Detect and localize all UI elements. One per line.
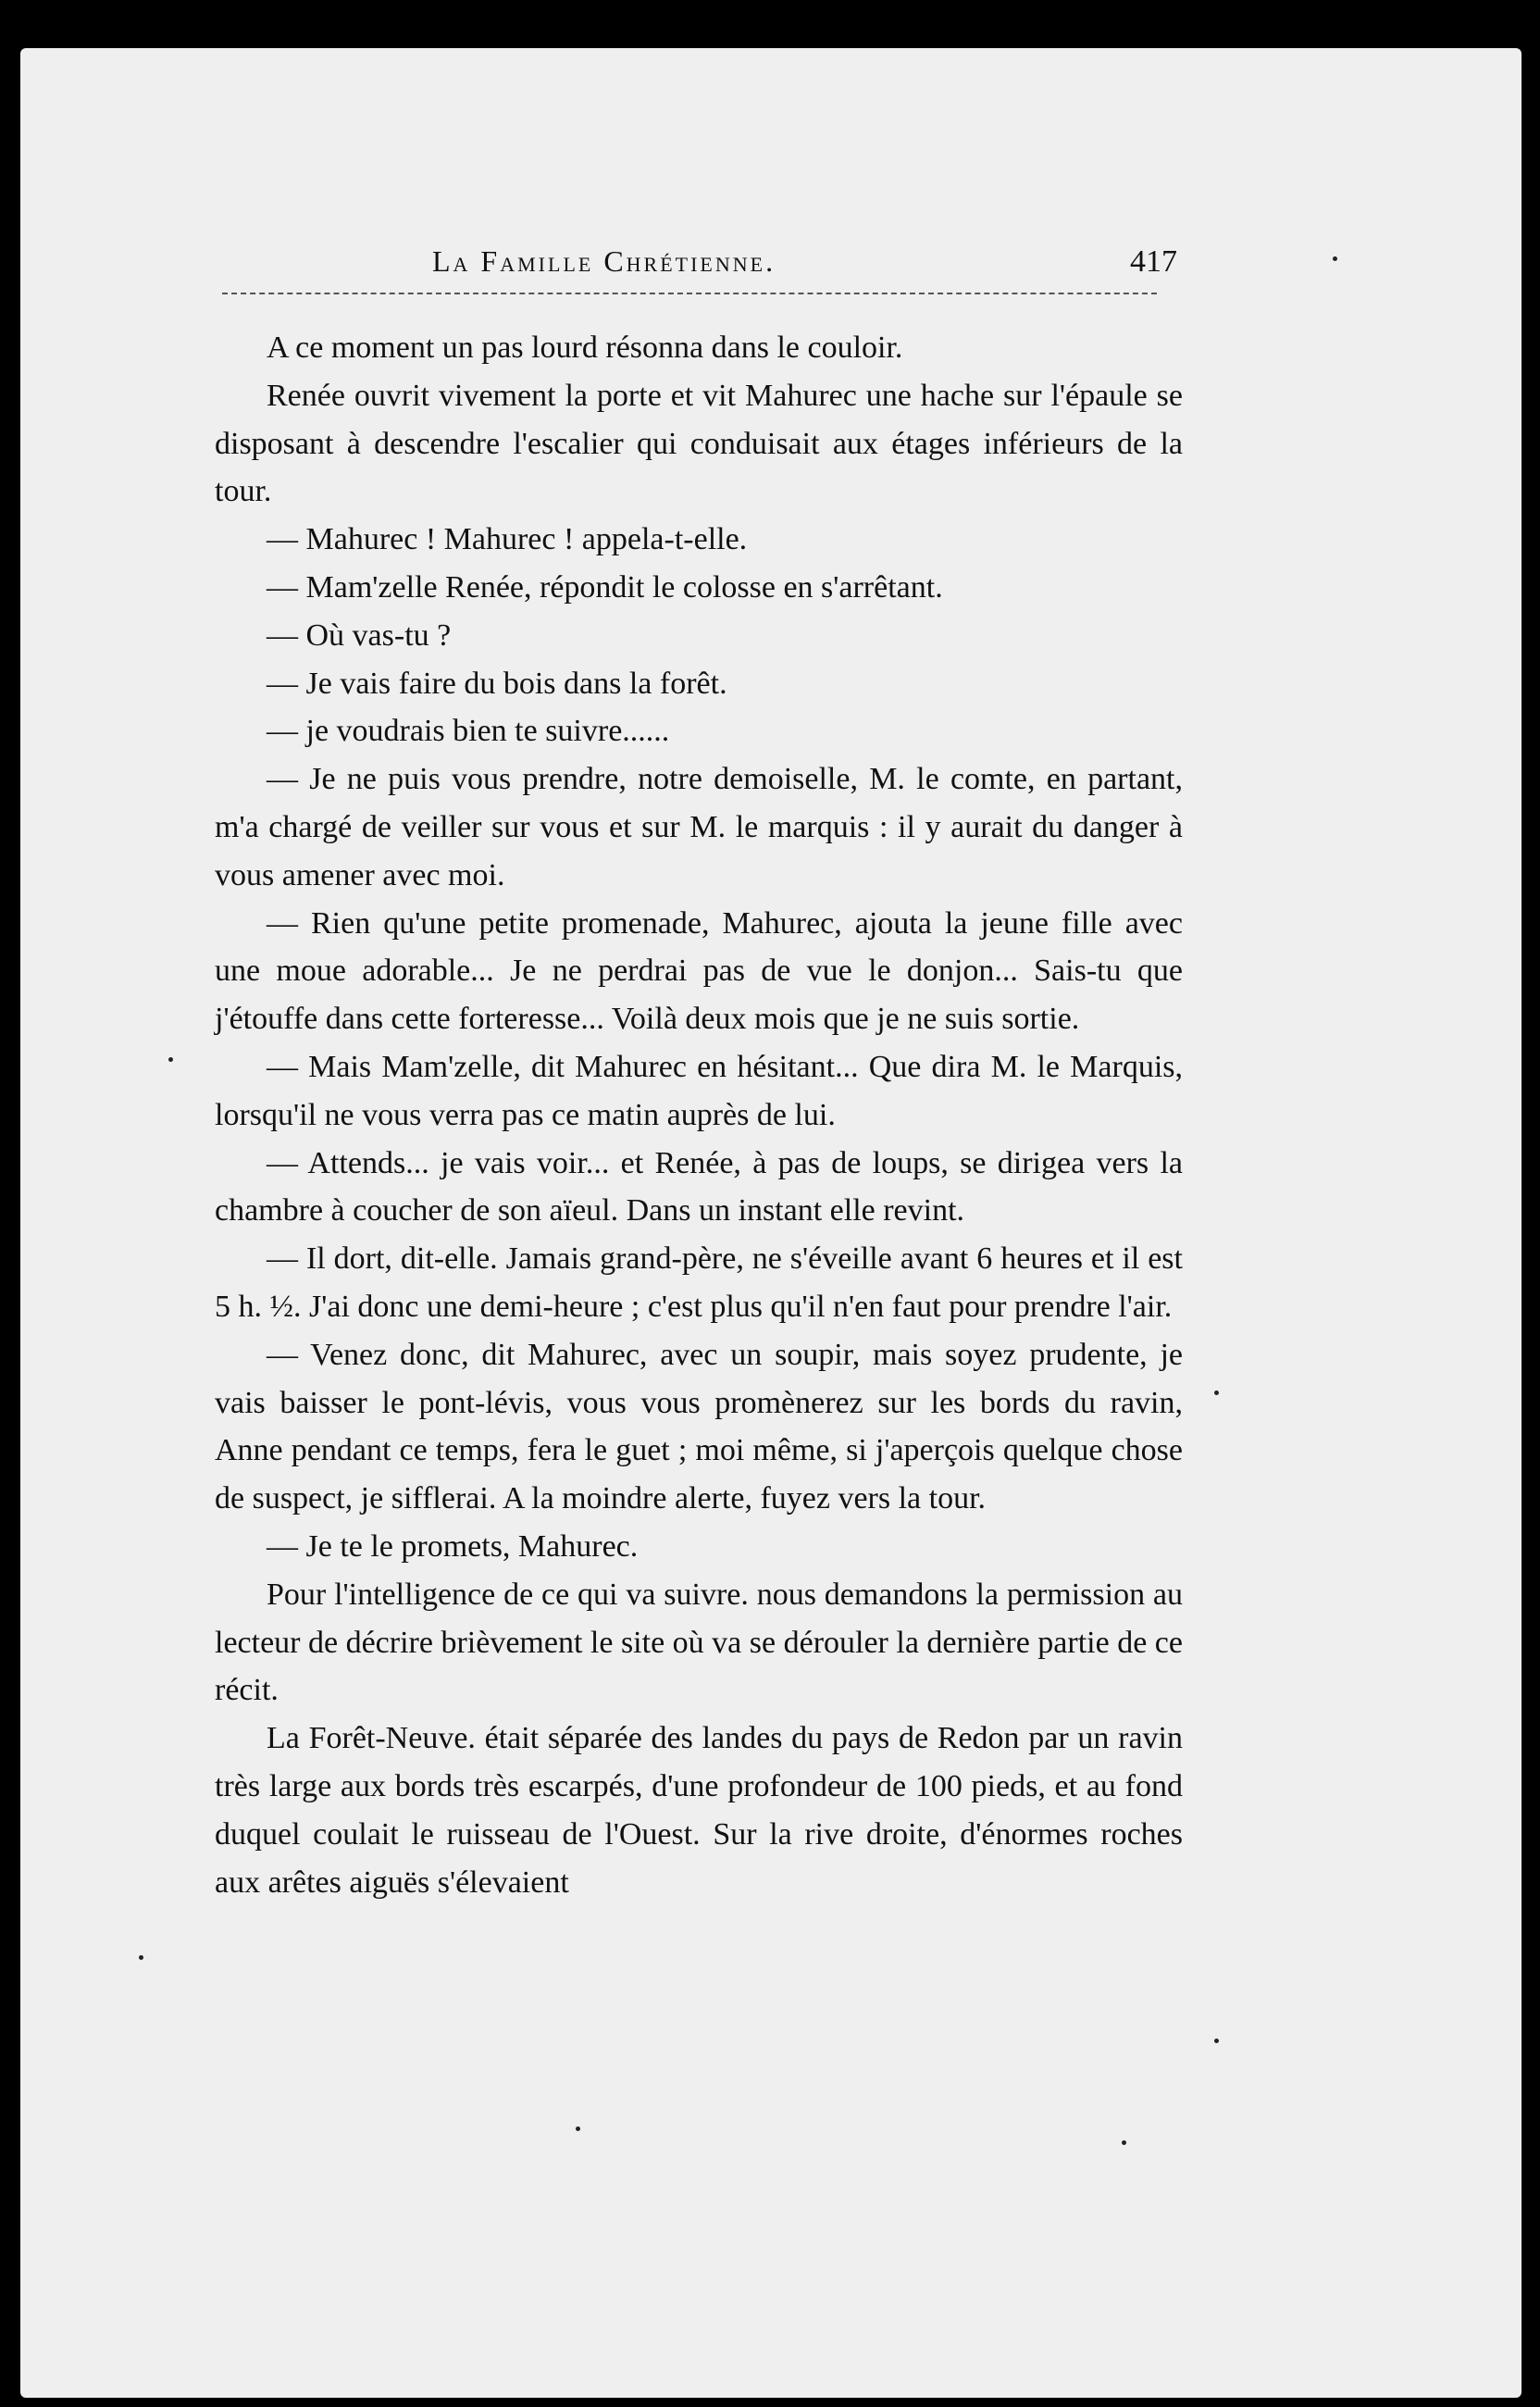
paragraph: — Mais Mam'zelle, dit Mahurec en hésitant... Que dira M. le Marquis, lorsqu'il ne vous verra pas ce matin auprès de lui. [215, 1049, 1183, 1132]
paragraph: — Je ne puis vous prendre, notre demoiselle, M. le comte, en partant, m'a chargé de veiller sur vous et sur M. le marquis : il y aurait du danger à vous amener avec moi. [215, 762, 1183, 892]
scan-speck [1214, 2039, 1219, 2043]
paragraph: Renée ouvrit vivement la porte et vit Mahurec une hache sur l'épaule se disposant à descendre l'escalier qui conduisait aux étages inférieurs de la tour. [215, 378, 1183, 509]
paragraph: — Où vas-tu ? [267, 617, 452, 653]
paragraph: — Attends... je vais voir... et Renée, à pas de loups, se dirigea vers la chambre à coucher de son aïeul. Dans un instant elle revint. [215, 1145, 1183, 1228]
paragraph: — Je te le promets, Mahurec. [267, 1528, 639, 1564]
scan-speck [1122, 2140, 1126, 2145]
paragraph: — Mam'zelle Renée, répondit le colosse en s'arrêtant. [267, 569, 943, 605]
paragraph: La Forêt-Neuve. était séparée des landes du pays de Redon par un ravin très large aux bords très escarpés, d'une profondeur de 100 pieds, et au fond duquel coulait le ruisseau de l'Ouest. Sur la rive droite, d'énormes roches aux arêtes aiguës s'élevaient [215, 1721, 1183, 1900]
running-head [205, 244, 1177, 300]
paragraph: — Venez donc, dit Mahurec, avec un soupir, mais soyez prudente, je vais baisser le pont-lévis, vous vous promènerez sur les bords du ravin, Anne pendant ce temps, fera le guet ; moi même, si j'aperçois quelque chose de suspect, je sifflerai. A la moindre alerte, fuyez vers la tour. [215, 1337, 1183, 1516]
scan-speck [139, 1955, 143, 1960]
paragraph: — Je vais faire du bois dans la forêt. [267, 666, 727, 701]
paragraph: A ce moment un pas lourd résonna dans le couloir. [267, 330, 903, 365]
page-number: 417 [1130, 244, 1177, 279]
header-rule [222, 293, 1157, 294]
scan-speck [1333, 256, 1337, 261]
scan-speck [1214, 1391, 1219, 1395]
paragraph: — Mahurec ! Mahurec ! appela-t-elle. [267, 522, 748, 557]
book-page [20, 48, 1521, 2398]
scan-speck [168, 1057, 173, 1062]
paragraph: — je voudrais bien te suivre...... [267, 714, 670, 749]
running-title: La Famille Chrétienne. [432, 244, 776, 278]
paragraph: Pour l'intelligence de ce qui va suivre. nous demandons la permission au lecteur de décrire brièvement le site où va se dérouler la dernière partie de ce récit. [215, 1577, 1183, 1708]
scan-speck [576, 2126, 580, 2131]
body-text [215, 324, 1183, 1906]
paragraph: — Il dort, dit-elle. Jamais grand-père, ne s'éveille avant 6 heures et il est 5 h. ½. J'ai donc une demi-heure ; c'est plus qu'il n'en faut pour prendre l'air. [215, 1241, 1183, 1324]
paragraph: — Rien qu'une petite promenade, Mahurec, ajouta la jeune fille avec une moue adorable... Je ne perdrai pas de vue le donjon... Sais-tu que j'étouffe dans cette forteresse... Voilà deux mois que je ne suis sortie. [215, 905, 1183, 1037]
